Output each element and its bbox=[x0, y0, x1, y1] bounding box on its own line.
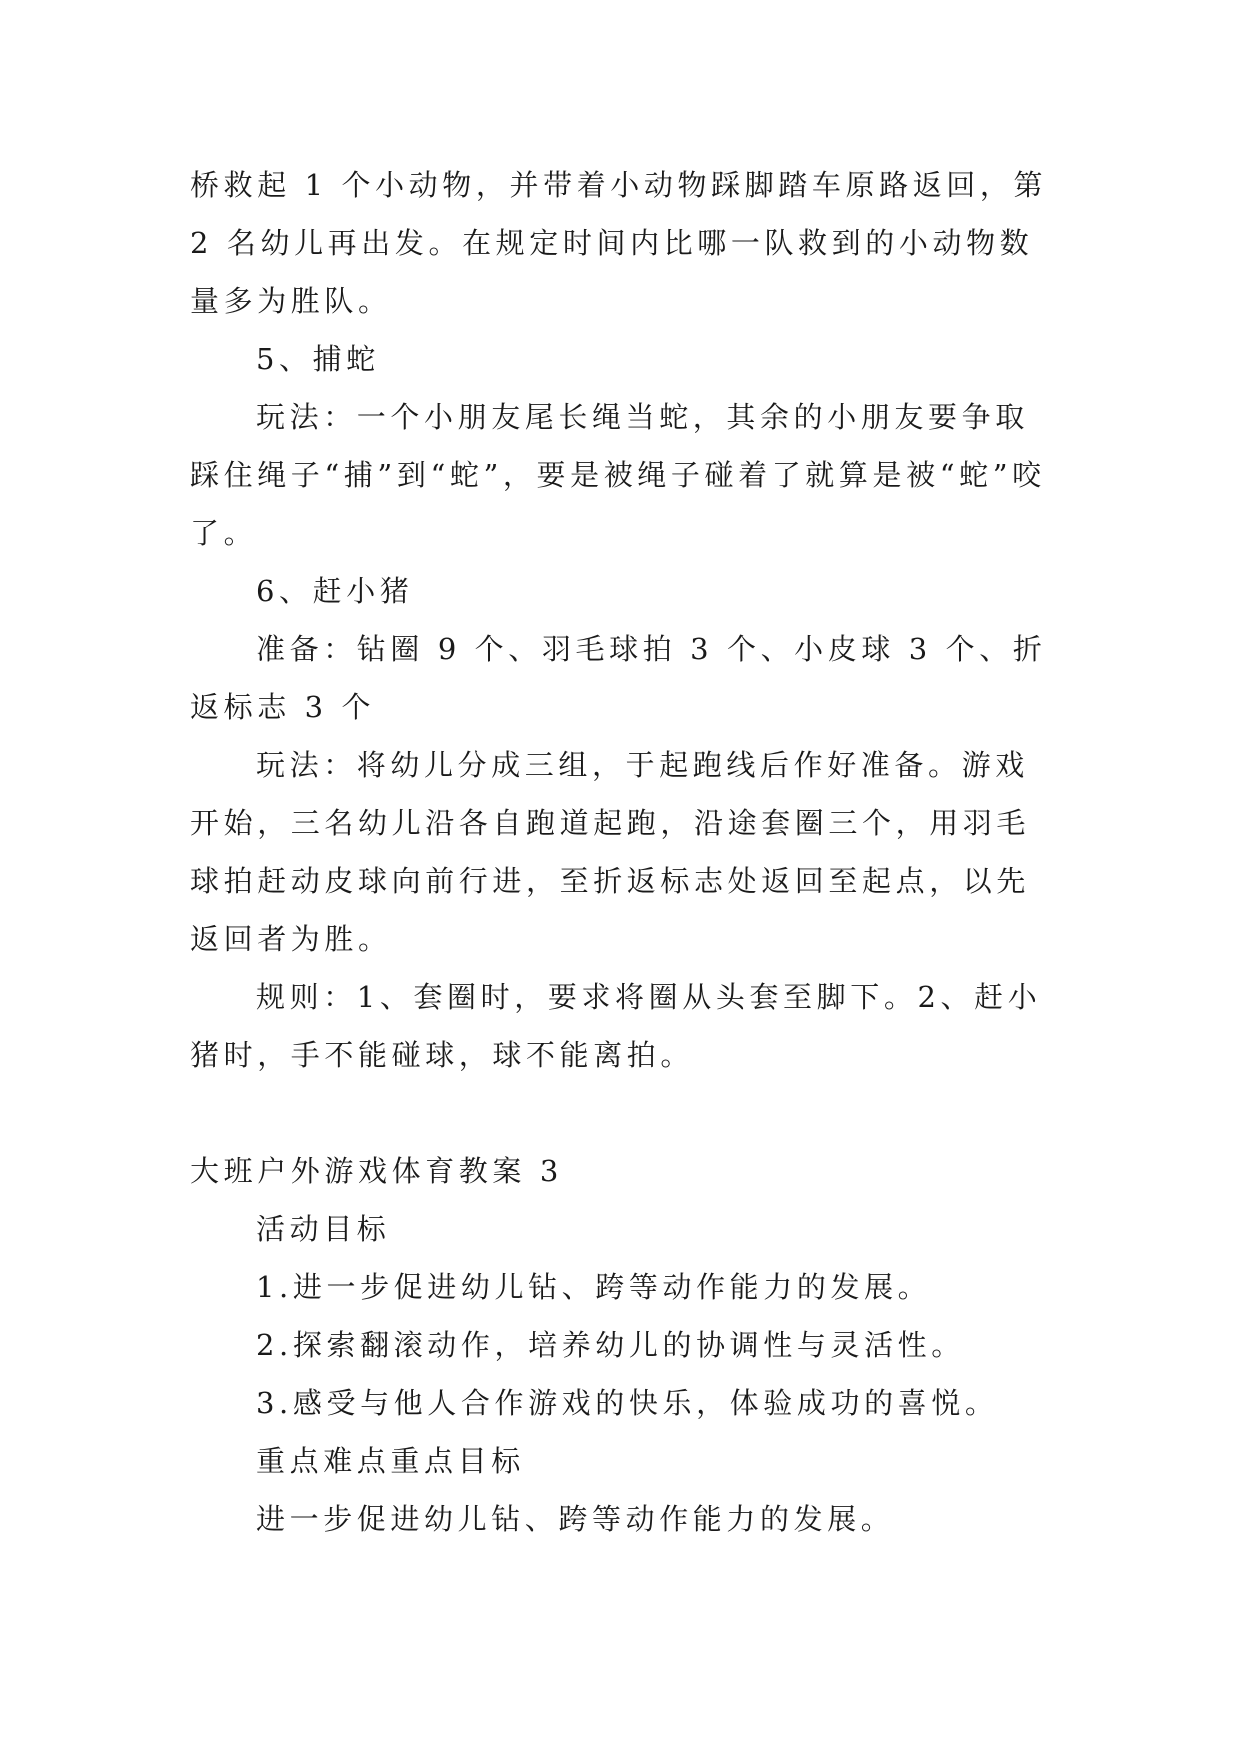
goal-item-2: 2.探索翻滚动作，培养幼儿的协调性与灵活性。 bbox=[256, 1328, 965, 1362]
goals-heading: 活动目标 bbox=[256, 1212, 391, 1246]
section-gap bbox=[190, 1084, 1054, 1142]
key-points-paragraph: 进一步促进幼儿钻、跨等动作能力的发展。 bbox=[256, 1502, 895, 1536]
game6-prep-paragraph: 准备：钻圈 9 个、羽毛球拍 3 个、小皮球 3 个、折返标志 3 个 bbox=[190, 632, 1047, 724]
goal-item-3: 3.感受与他人合作游戏的快乐，体验成功的喜悦。 bbox=[256, 1386, 999, 1420]
game5-heading: 5、捕蛇 bbox=[256, 342, 380, 376]
key-points-heading: 重点难点重点目标 bbox=[256, 1444, 525, 1478]
game6-rules-paragraph: 规则：1、套圈时，要求将圈从头套至脚下。2、赶小猪时，手不能碰球，球不能离拍。 bbox=[190, 980, 1042, 1072]
game5-play-paragraph: 玩法：一个小朋友尾长绳当蛇，其余的小朋友要争取踩住绳子“捕”到“蛇”，要是被绳子碰着了就算是被“蛇”咬了。 bbox=[190, 400, 1046, 550]
game6-play-paragraph: 玩法：将幼儿分成三组，于起跑线后作好准备。游戏开始，三名幼儿沿各自跑道起跑，沿途套圈三个，用羽毛球拍赶动皮球向前行进，至折返标志处返回至起点，以先返回者为胜。 bbox=[190, 748, 1031, 956]
section-title: 大班户外游戏体育教案 3 bbox=[190, 1154, 563, 1188]
goal-item-1: 1.进一步促进幼儿钻、跨等动作能力的发展。 bbox=[256, 1270, 932, 1304]
document-body bbox=[190, 156, 1061, 1548]
game6-heading: 6、赶小猪 bbox=[256, 574, 414, 608]
continuation-paragraph: 桥救起 1 个小动物，并带着小动物踩脚踏车原路返回，第 2 名幼儿再出发。在规定时间内比哪一队救到的小动物数量多为胜队。 bbox=[190, 168, 1061, 318]
